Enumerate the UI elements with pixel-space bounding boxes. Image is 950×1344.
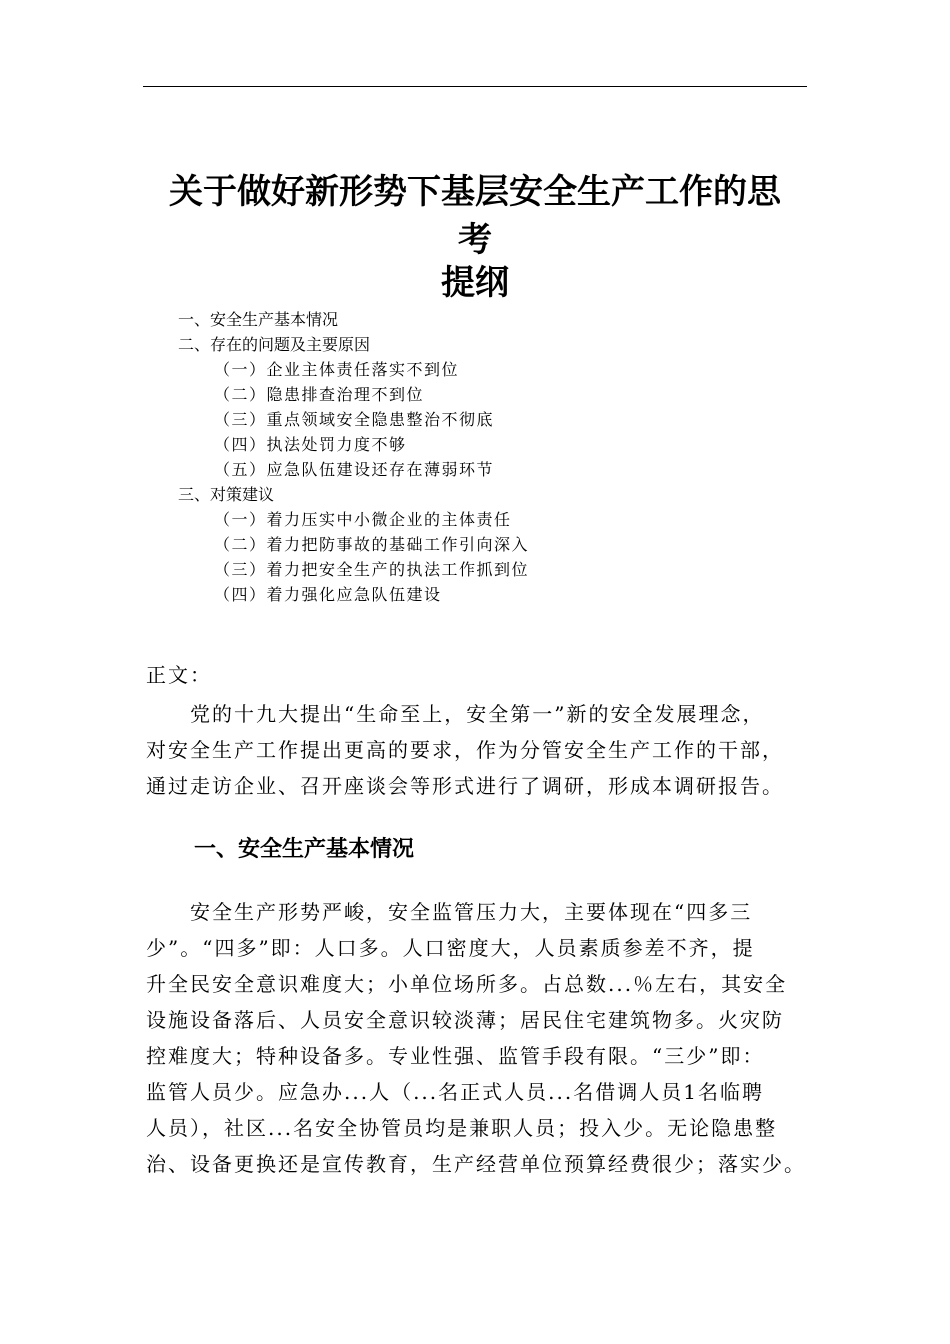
- document-title-line-2: 考: [458, 220, 492, 260]
- paragraph-line: 党的十九大提出“生命至上，安全第一”新的安全发展理念，: [146, 702, 765, 726]
- paragraph-line: 人员），社区...名安全协管员均是兼职人员；投入少。无论隐患整: [146, 1116, 778, 1140]
- paragraph-line: 监管人员少。应急办...人（...名正式人员...名借调人员1名临聘: [146, 1080, 764, 1104]
- section-heading: 一、安全生产基本情况: [194, 837, 415, 862]
- paragraph-line: 治、设备更换还是宣传教育，生产经营单位预算经费很少；落实少。: [146, 1152, 806, 1176]
- outline-item: 二、存在的问题及主要原因: [178, 335, 371, 354]
- outline-item: （二）着力把防事故的基础工作引向深入: [214, 535, 530, 554]
- outline-title: 提纲: [441, 263, 509, 303]
- outline-item: （三）重点领域安全隐患整治不彻底: [214, 410, 495, 429]
- header-rule: [143, 86, 807, 87]
- outline-item: 一、安全生产基本情况: [178, 310, 339, 329]
- paragraph-line: 升全民安全意识难度大；小单位场所多。占总数...％左右，其安全: [146, 972, 788, 996]
- outline-item: （三）着力把安全生产的执法工作抓到位: [214, 560, 530, 579]
- outline-item: （二）隐患排查治理不到位: [214, 385, 425, 404]
- paragraph-line: 通过走访企业、召开座谈会等形式进行了调研，形成本调研报告。: [146, 774, 784, 798]
- outline-item: （五）应急队伍建设还存在薄弱环节: [214, 460, 495, 479]
- outline-item: 三、对策建议: [178, 485, 275, 504]
- document-title-line-1: 关于做好新形势下基层安全生产工作的思: [169, 172, 781, 212]
- outline-item: （一）着力压实中小微企业的主体责任: [214, 510, 512, 529]
- body-label: 正文：: [146, 663, 212, 687]
- outline-item: （四）执法处罚力度不够: [214, 435, 407, 454]
- paragraph-line: 少”。“四多”即：人口多。人口密度大，人员素质参差不齐，提: [146, 936, 755, 960]
- outline-item: （四）着力强化应急队伍建设: [214, 585, 442, 604]
- paragraph-line: 安全生产形势严峻，安全监管压力大，主要体现在“四多三: [146, 900, 753, 924]
- paragraph-line: 控难度大；特种设备多。专业性强、监管手段有限。“三少”即：: [146, 1044, 765, 1068]
- paragraph-line: 设施设备落后、人员安全意识较淡薄；居民住宅建筑物多。火灾防: [146, 1008, 784, 1032]
- paragraph-line: 对安全生产工作提出更高的要求，作为分管安全生产工作的干部，: [146, 738, 784, 762]
- outline-item: （一）企业主体责任落实不到位: [214, 360, 460, 379]
